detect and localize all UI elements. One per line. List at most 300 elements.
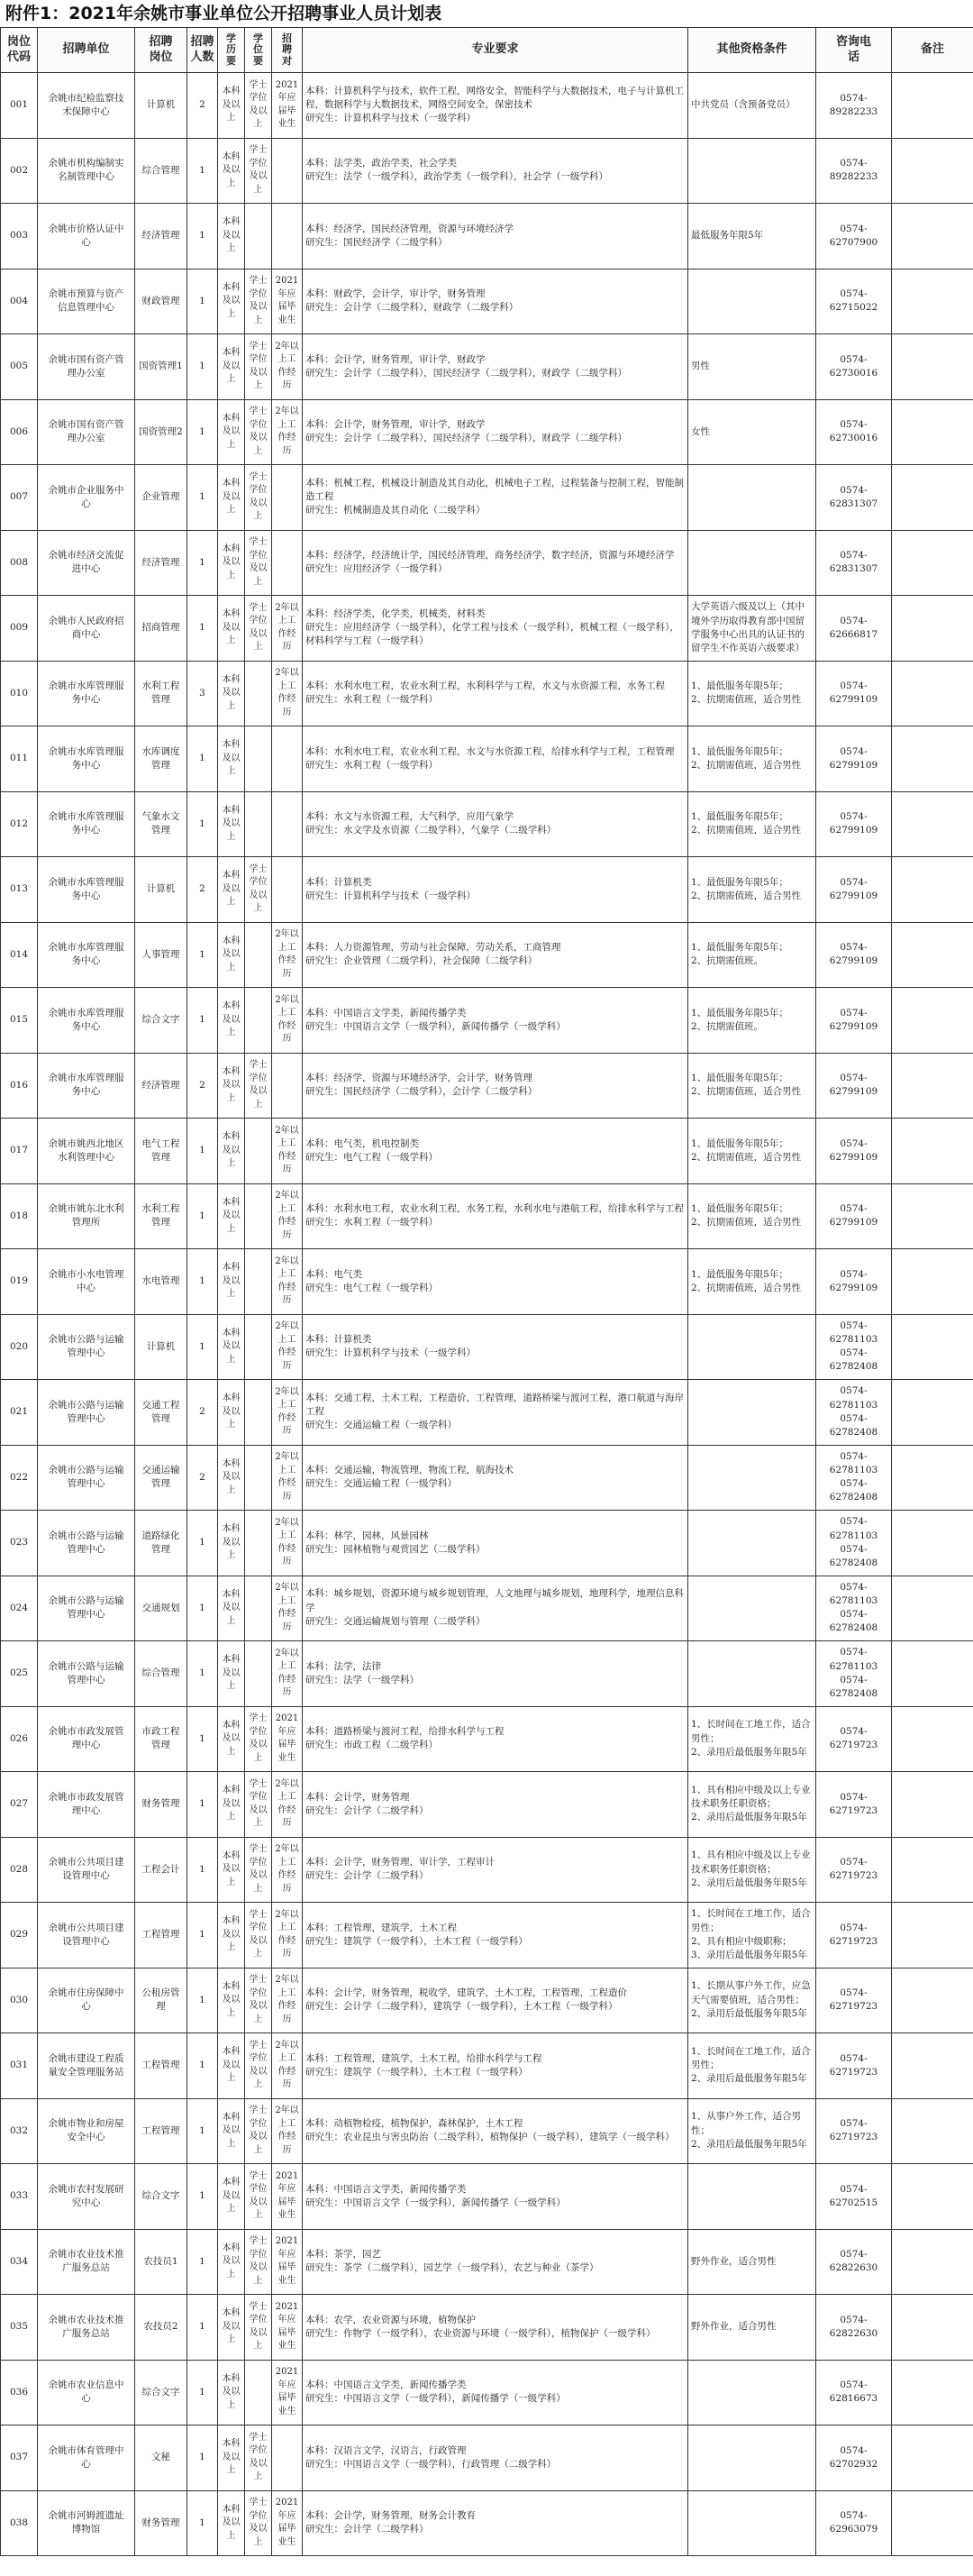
row-cond: 1、长时间在工地工作，适合男性； 2、具有相应中级职称； 3、录用后最低服务年限5年 <box>688 1903 816 1969</box>
row-edu: 本科 及以 上 <box>218 596 245 662</box>
row-edu: 本科 及以 上 <box>218 1445 245 1511</box>
row-code: 019 <box>1 1249 38 1315</box>
row-phone: 0574- 62799109 <box>816 1053 892 1119</box>
table-row <box>1 2098 973 2164</box>
table-row <box>1 726 973 792</box>
row-note <box>892 2098 973 2164</box>
row-cond <box>688 269 816 334</box>
table-row <box>1 1053 973 1119</box>
row-num: 2 <box>187 1380 218 1446</box>
row-target: 2021 年应 届毕 业生 <box>272 73 303 139</box>
row-num: 2 <box>187 73 218 139</box>
row-post: 招商管理 <box>135 596 187 662</box>
row-target: 2年以 上工 作经 历 <box>272 399 303 465</box>
row-major: 本科：电气类 研究生：电气工程（一级学科） <box>303 1249 688 1315</box>
row-cond <box>688 465 816 531</box>
row-target: 2年以 上工 作经 历 <box>272 1314 303 1380</box>
row-target <box>272 530 303 596</box>
row-cond: 1、从事户外工作，适合男性； 2、录用后最低服务年限5年 <box>688 2098 816 2164</box>
row-post: 计算机 <box>135 1314 187 1380</box>
row-code: 021 <box>1 1380 38 1446</box>
table-row <box>1 791 973 857</box>
row-num: 1 <box>187 2229 218 2295</box>
row-target: 2年以 上工 作经 历 <box>272 596 303 662</box>
row-degree <box>245 1380 272 1446</box>
row-cond <box>688 2490 816 2556</box>
row-edu: 本科 及以 上 <box>218 2295 245 2361</box>
row-target: 2年以 上工 作经 历 <box>272 1183 303 1249</box>
row-degree: 学士 学位 及以 上 <box>245 269 272 334</box>
row-major: 本科：计算机科学与技术，软件工程，网络安全，智能科学与大数据技术，电子与计算机工程，数据科学与大数据技术，网络空间安全，保密技术 研究生：计算机科学与技术（一级学科） <box>303 73 688 139</box>
table-row <box>1 2033 973 2099</box>
row-major: 本科：水利水电工程，农业水利工程，水务工程，水利水电与港航工程，给排水科学与工程 研究生：水利工程（一级学科） <box>303 1183 688 1249</box>
row-phone: 0574- 62781103 0574- 62782408 <box>816 1576 892 1641</box>
row-code: 034 <box>1 2229 38 2295</box>
table-row <box>1 922 973 988</box>
row-note <box>892 1576 973 1641</box>
row-phone: 0574- 62715022 <box>816 269 892 334</box>
row-phone: 0574- 62822630 <box>816 2229 892 2295</box>
row-post: 农技员2 <box>135 2295 187 2361</box>
row-edu: 本科 及以 上 <box>218 465 245 531</box>
row-degree <box>245 1249 272 1315</box>
row-target: 2年以 上工 作经 历 <box>272 1968 303 2033</box>
row-unit: 余姚市纪检监察技术保障中心 <box>38 73 135 139</box>
row-note <box>892 1314 973 1380</box>
row-major: 本科：林学，园林，风景园林 研究生：园林植物与观赏园艺（二级学科） <box>303 1511 688 1576</box>
row-note <box>892 2490 973 2556</box>
row-edu: 本科 及以 上 <box>218 73 245 139</box>
row-phone: 0574- 62799109 <box>816 922 892 988</box>
row-target: 2年以 上工 作经 历 <box>272 1837 303 1903</box>
row-major: 本科：经济学，国民经济管理，资源与环境经济学 研究生：国民经济学（二级学科） <box>303 204 688 269</box>
row-unit: 余姚市物业和房屋安全中心 <box>38 2098 135 2164</box>
table-row <box>1 530 973 596</box>
table-row <box>1 1511 973 1576</box>
row-phone: 0574- 62719723 <box>816 1706 892 1772</box>
row-phone: 0574- 62781103 0574- 62782408 <box>816 1380 892 1446</box>
row-num: 1 <box>187 791 218 857</box>
row-phone: 0574- 62822630 <box>816 2295 892 2361</box>
row-phone: 0574- 62719723 <box>816 2033 892 2099</box>
row-unit: 余姚市市政发展管理中心 <box>38 1772 135 1838</box>
row-cond: 1、长时间在工地工作，适合男性； 2、录用后最低服务年限5年 <box>688 2033 816 2099</box>
row-note <box>892 1772 973 1838</box>
row-degree: 学士 学位 及以 上 <box>245 1772 272 1838</box>
row-target: 2021 年应 届毕 业生 <box>272 2490 303 2556</box>
row-num: 1 <box>187 1119 218 1184</box>
row-edu: 本科 及以 上 <box>218 334 245 400</box>
row-phone: 0574- 62781103 0574- 62782408 <box>816 1314 892 1380</box>
row-degree: 学士 学位 及以 上 <box>245 530 272 596</box>
row-target <box>272 857 303 923</box>
row-code: 031 <box>1 2033 38 2099</box>
header-target: 招 聘 对 <box>272 28 303 73</box>
table-row <box>1 1380 973 1446</box>
row-post: 经济管理 <box>135 1053 187 1119</box>
row-target: 2年以 上工 作经 历 <box>272 334 303 400</box>
row-post: 交通工程管理 <box>135 1380 187 1446</box>
row-major: 本科：中国语言文学类，新闻传播学类 研究生：中国语言文学（一级学科），新闻传播学（一级学科） <box>303 2360 688 2425</box>
row-post: 综合文字 <box>135 988 187 1054</box>
row-note <box>892 1837 973 1903</box>
row-target <box>272 1053 303 1119</box>
row-post: 国资管理2 <box>135 399 187 465</box>
row-degree: 学士 学位 及以 上 <box>245 1837 272 1903</box>
header-degree: 学 位 要 <box>245 28 272 73</box>
row-major: 本科：法学，法律 研究生：法学（一级学科） <box>303 1641 688 1707</box>
row-target: 2年以 上工 作经 历 <box>272 1576 303 1641</box>
row-cond <box>688 2164 816 2230</box>
row-num: 1 <box>187 2425 218 2491</box>
row-post: 综合文字 <box>135 2164 187 2230</box>
row-post: 文秘 <box>135 2425 187 2491</box>
row-cond: 1、最低服务年限5年； 2、抗期需值班，适合男性 <box>688 1183 816 1249</box>
table-row <box>1 1706 973 1772</box>
row-num: 1 <box>187 2033 218 2099</box>
row-phone: 0574- 62719723 <box>816 1968 892 2033</box>
row-num: 1 <box>187 2360 218 2425</box>
row-degree: 学士 学位 及以 上 <box>245 138 272 204</box>
row-target: 2年以 上工 作经 历 <box>272 2098 303 2164</box>
row-code: 020 <box>1 1314 38 1380</box>
row-major: 本科：工程管理，建筑学，土木工程 研究生：建筑学（一级学科），土木工程（一级学科） <box>303 1903 688 1969</box>
row-note <box>892 1119 973 1184</box>
table-row <box>1 399 973 465</box>
row-edu: 本科 及以 上 <box>218 1903 245 1969</box>
row-major: 本科：财政学，会计学，审计学，财务管理 研究生：会计学（二级学科），财政学（二级学科） <box>303 269 688 334</box>
row-code: 006 <box>1 399 38 465</box>
row-phone: 0574- 62719723 <box>816 1837 892 1903</box>
row-num: 1 <box>187 465 218 531</box>
row-code: 030 <box>1 1968 38 2033</box>
row-degree: 学士 学位 及以 上 <box>245 2295 272 2361</box>
table-row <box>1 988 973 1054</box>
row-num: 1 <box>187 2098 218 2164</box>
row-target: 2021 年应 届毕 业生 <box>272 2229 303 2295</box>
row-edu: 本科 及以 上 <box>218 1119 245 1184</box>
row-cond <box>688 1314 816 1380</box>
row-edu: 本科 及以 上 <box>218 988 245 1054</box>
table-row <box>1 1314 973 1380</box>
row-num: 1 <box>187 2164 218 2230</box>
table-row <box>1 596 973 662</box>
table-row <box>1 1968 973 2033</box>
row-major: 本科：水利水电工程，农业水利工程，水文与水资源工程，给排水科学与工程，工程管理 研究生：水利工程（一级学科） <box>303 726 688 792</box>
row-note <box>892 1511 973 1576</box>
row-cond <box>688 138 816 204</box>
row-edu: 本科 及以 上 <box>218 2425 245 2491</box>
header-num: 招聘 人数 <box>187 28 218 73</box>
row-degree: 学士 学位 及以 上 <box>245 2164 272 2230</box>
table-row <box>1 73 973 139</box>
row-degree: 学士 学位 及以 上 <box>245 2098 272 2164</box>
row-major: 本科：会计学，财务管理，财务会计教育 研究生：会计学（二级学科） <box>303 2490 688 2556</box>
row-phone: 0574- 62963079 <box>816 2490 892 2556</box>
row-major: 本科：经济学，资源与环境经济学，会计学，财务管理 研究生：国民经济学（二级学科），会计学（二级学科） <box>303 1053 688 1119</box>
row-phone: 0574- 62799109 <box>816 791 892 857</box>
row-edu: 本科 及以 上 <box>218 2229 245 2295</box>
row-unit: 余姚市公路与运输管理中心 <box>38 1576 135 1641</box>
row-post: 水利工程管理 <box>135 1183 187 1249</box>
row-major: 本科：计算机类 研究生：计算机科学与技术（一级学科） <box>303 1314 688 1380</box>
row-num: 1 <box>187 1641 218 1707</box>
row-post: 公租房管理 <box>135 1968 187 2033</box>
row-major: 本科：中国语言文学类，新闻传播学类 研究生：中国语言文学（一级学科），新闻传播学（一级学科） <box>303 988 688 1054</box>
row-code: 009 <box>1 596 38 662</box>
row-post: 财政管理 <box>135 269 187 334</box>
row-major: 本科：机械工程，机械设计制造及其自动化，机械电子工程，过程装备与控制工程，智能制造工程 研究生：机械制造及其自动化（二级学科） <box>303 465 688 531</box>
row-target <box>272 204 303 269</box>
row-num: 1 <box>187 269 218 334</box>
row-unit: 余姚市农业技术推广服务总站 <box>38 2229 135 2295</box>
row-cond: 大学英语六级及以上（其中境外学历取得教育部中国留学服务中心出具的认证书的留学生不作英语六级要求） <box>688 596 816 662</box>
row-degree: 学士 学位 及以 上 <box>245 596 272 662</box>
row-phone: 0574- 62816673 <box>816 2360 892 2425</box>
row-cond: 男性 <box>688 334 816 400</box>
row-post: 经济管理 <box>135 204 187 269</box>
row-degree: 学士 学位 及以 上 <box>245 2490 272 2556</box>
row-note <box>892 73 973 139</box>
row-edu: 本科 及以 上 <box>218 269 245 334</box>
row-major: 本科：茶学，园艺 研究生：茶学（二级学科），园艺学（一级学科），农艺与种业（茶学） <box>303 2229 688 2295</box>
table-row <box>1 857 973 923</box>
row-post: 工程管理 <box>135 1903 187 1969</box>
row-phone: 0574- 62799109 <box>816 857 892 923</box>
row-code: 001 <box>1 73 38 139</box>
row-edu: 本科 及以 上 <box>218 2098 245 2164</box>
row-edu: 本科 及以 上 <box>218 1772 245 1838</box>
row-cond: 1、具有相应中级及以上专业技术职务任职资格； 2、录用后最低服务年限5年 <box>688 1772 816 1838</box>
row-code: 025 <box>1 1641 38 1707</box>
row-phone: 0574- 62719723 <box>816 1903 892 1969</box>
row-cond: 1、最低服务年限5年； 2、抗期需值班，适合男性 <box>688 661 816 726</box>
row-degree: 学士 学位 及以 上 <box>245 1706 272 1772</box>
header-row <box>1 28 973 73</box>
row-degree: 学士 学位 及以 上 <box>245 73 272 139</box>
row-unit: 余姚市国有资产管理办公室 <box>38 399 135 465</box>
row-edu: 本科 及以 上 <box>218 138 245 204</box>
row-note <box>892 988 973 1054</box>
table-row <box>1 661 973 726</box>
header-cond: 其他资格条件 <box>688 28 816 73</box>
row-note <box>892 269 973 334</box>
row-code: 007 <box>1 465 38 531</box>
row-cond: 1、具有相应中级及以上专业技术职务任职资格； 2、录用后最低服务年限5年 <box>688 1837 816 1903</box>
row-degree: 学士 学位 及以 上 <box>245 1903 272 1969</box>
row-post: 综合管理 <box>135 1641 187 1707</box>
row-target: 2年以 上工 作经 历 <box>272 1119 303 1184</box>
row-phone: 0574- 62831307 <box>816 465 892 531</box>
row-post: 电气工程管理 <box>135 1119 187 1184</box>
row-code: 018 <box>1 1183 38 1249</box>
row-unit: 余姚市姚东北水利管理所 <box>38 1183 135 1249</box>
row-edu: 本科 及以 上 <box>218 922 245 988</box>
row-target: 2021 年应 届毕 业生 <box>272 1706 303 1772</box>
row-note <box>892 138 973 204</box>
row-code: 027 <box>1 1772 38 1838</box>
row-code: 037 <box>1 2425 38 2491</box>
row-cond: 1、最低服务年限5年； 2、抗期需值班，适合男性 <box>688 791 816 857</box>
row-cond: 女性 <box>688 399 816 465</box>
row-post: 交通运输管理 <box>135 1445 187 1511</box>
row-phone: 0574- 62799109 <box>816 1119 892 1184</box>
row-phone: 0574- 62799109 <box>816 1183 892 1249</box>
row-note <box>892 1968 973 2033</box>
row-target: 2年以 上工 作经 历 <box>272 922 303 988</box>
row-cond <box>688 530 816 596</box>
row-major: 本科：工程管理，建筑学，土木工程，给排水科学与工程 研究生：建筑学（一级学科），土木工程（一级学科） <box>303 2033 688 2099</box>
row-degree: 学士 学位 及以 上 <box>245 465 272 531</box>
row-target: 2年以 上工 作经 历 <box>272 988 303 1054</box>
table-row <box>1 1641 973 1707</box>
row-unit: 余姚市河姆渡遗址博物馆 <box>38 2490 135 2556</box>
row-num: 1 <box>187 922 218 988</box>
row-degree: 学士 学位 及以 上 <box>245 2229 272 2295</box>
row-cond: 野外作业，适合男性 <box>688 2229 816 2295</box>
row-major: 本科：会计学，财务管理，审计学，财政学 研究生：会计学（二级学科），国民经济学（二级学科），财政学（二级学科） <box>303 399 688 465</box>
row-note <box>892 791 973 857</box>
row-degree <box>245 1119 272 1184</box>
row-degree: 学士 学位 及以 上 <box>245 2033 272 2099</box>
row-major: 本科：动植物检疫，植物保护，森林保护，土木工程 研究生：农业昆虫与害虫防治（二级学科），植物保护（一级学科），建筑学（一级学科） <box>303 2098 688 2164</box>
row-note <box>892 1641 973 1707</box>
row-code: 004 <box>1 269 38 334</box>
row-unit: 余姚市机构编制实名制管理中心 <box>38 138 135 204</box>
row-code: 028 <box>1 1837 38 1903</box>
row-major: 本科：农学，农业资源与环境，植物保护 研究生：作物学（一级学科），农业资源与环境（一级学科），植物保护（一级学科） <box>303 2295 688 2361</box>
table-row <box>1 1249 973 1315</box>
row-cond <box>688 1576 816 1641</box>
row-code: 011 <box>1 726 38 792</box>
row-degree: 学士 学位 及以 上 <box>245 857 272 923</box>
row-code: 008 <box>1 530 38 596</box>
row-code: 024 <box>1 1576 38 1641</box>
row-post: 经济管理 <box>135 530 187 596</box>
row-phone: 0574- 62707900 <box>816 204 892 269</box>
row-major: 本科：经济学类，化学类，机械类，材料类 研究生：应用经济学（一级学科），化学工程与技术（一级学科），机械工程（一级学科），材料科学与工程（一级学科） <box>303 596 688 662</box>
row-post: 水库调度管理 <box>135 726 187 792</box>
row-phone: 0574- 62719723 <box>816 2098 892 2164</box>
row-unit: 余姚市公共项目建设管理中心 <box>38 1837 135 1903</box>
row-unit: 余姚市农业技术推广服务总站 <box>38 2295 135 2361</box>
row-note <box>892 2360 973 2425</box>
row-edu: 本科 及以 上 <box>218 2360 245 2425</box>
row-code: 026 <box>1 1706 38 1772</box>
row-code: 036 <box>1 2360 38 2425</box>
row-unit: 余姚市公共项目建设管理中心 <box>38 1903 135 1969</box>
row-major: 本科：道路桥梁与渡河工程，给排水科学与工程 研究生：市政工程（二级学科） <box>303 1706 688 1772</box>
row-edu: 本科 及以 上 <box>218 204 245 269</box>
row-post: 道路绿化管理 <box>135 1511 187 1576</box>
row-unit: 余姚市水库管理服务中心 <box>38 1053 135 1119</box>
row-phone: 0574- 62799109 <box>816 988 892 1054</box>
row-code: 022 <box>1 1445 38 1511</box>
row-code: 017 <box>1 1119 38 1184</box>
row-unit: 余姚市人民政府招商中心 <box>38 596 135 662</box>
row-unit: 余姚市农村发展研究中心 <box>38 2164 135 2230</box>
row-note <box>892 2425 973 2491</box>
row-unit: 余姚市农业信息中心 <box>38 2360 135 2425</box>
table-row <box>1 1903 973 1969</box>
row-target: 2021 年应 届毕 业生 <box>272 2164 303 2230</box>
row-note <box>892 2229 973 2295</box>
row-num: 1 <box>187 726 218 792</box>
row-post: 工程管理 <box>135 2098 187 2164</box>
row-unit: 余姚市经济交流促进中心 <box>38 530 135 596</box>
row-unit: 余姚市公路与运输管理中心 <box>38 1641 135 1707</box>
row-cond <box>688 1511 816 1576</box>
row-degree <box>245 204 272 269</box>
row-phone: 0574- 62781103 0574- 62782408 <box>816 1641 892 1707</box>
row-unit: 余姚市公路与运输管理中心 <box>38 1445 135 1511</box>
row-degree <box>245 988 272 1054</box>
row-num: 1 <box>187 399 218 465</box>
row-degree: 学士 学位 及以 上 <box>245 2425 272 2491</box>
row-code: 035 <box>1 2295 38 2361</box>
row-target: 2年以 上工 作经 历 <box>272 1641 303 1707</box>
header-post: 招聘 岗位 <box>135 28 187 73</box>
header-note: 备注 <box>892 28 973 73</box>
row-code: 002 <box>1 138 38 204</box>
row-cond: 最低服务年限5年 <box>688 204 816 269</box>
row-degree <box>245 922 272 988</box>
row-num: 1 <box>187 1968 218 2033</box>
row-degree <box>245 1511 272 1576</box>
row-edu: 本科 及以 上 <box>218 1053 245 1119</box>
row-major: 本科：会计学，财务管理，审计学，财政学 研究生：会计学（二级学科），国民经济学（二级学科），财政学（二级学科） <box>303 334 688 400</box>
row-phone: 0574- 89282233 <box>816 73 892 139</box>
row-edu: 本科 及以 上 <box>218 2164 245 2230</box>
row-phone: 0574- 62799109 <box>816 661 892 726</box>
row-post: 水电管理 <box>135 1249 187 1315</box>
row-num: 1 <box>187 1772 218 1838</box>
row-post: 工程会计 <box>135 1837 187 1903</box>
row-note <box>892 399 973 465</box>
table-row <box>1 1576 973 1641</box>
row-post: 人事管理 <box>135 922 187 988</box>
row-code: 023 <box>1 1511 38 1576</box>
row-note <box>892 922 973 988</box>
row-edu: 本科 及以 上 <box>218 2490 245 2556</box>
row-cond: 1、最低服务年限5年； 2、抗期需值班，适合男性 <box>688 726 816 792</box>
row-post: 财务管理 <box>135 2490 187 2556</box>
row-edu: 本科 及以 上 <box>218 1314 245 1380</box>
row-num: 1 <box>187 596 218 662</box>
row-major: 本科：水利水电工程，农业水利工程，水利科学与工程，水文与水资源工程，水务工程 研究生：水利工程（一级学科） <box>303 661 688 726</box>
row-degree <box>245 1576 272 1641</box>
row-target: 2年以 上工 作经 历 <box>272 1903 303 1969</box>
row-num: 1 <box>187 1314 218 1380</box>
row-target <box>272 726 303 792</box>
row-phone: 0574- 62702932 <box>816 2425 892 2491</box>
row-unit: 余姚市公路与运输管理中心 <box>38 1511 135 1576</box>
table-row <box>1 1772 973 1838</box>
row-major: 本科：会计学，财务管理 研究生：会计学（二级学科） <box>303 1772 688 1838</box>
row-num: 1 <box>187 1576 218 1641</box>
row-note <box>892 2164 973 2230</box>
row-degree <box>245 791 272 857</box>
row-degree <box>245 1641 272 1707</box>
row-code: 015 <box>1 988 38 1054</box>
table-row <box>1 138 973 204</box>
row-post: 农技员1 <box>135 2229 187 2295</box>
row-edu: 本科 及以 上 <box>218 1576 245 1641</box>
row-code: 010 <box>1 661 38 726</box>
row-edu: 本科 及以 上 <box>218 726 245 792</box>
row-unit: 余姚市公路与运输管理中心 <box>38 1380 135 1446</box>
page-title: 附件1：2021年余姚市事业单位公开招聘事业人员计划表 <box>5 4 442 23</box>
